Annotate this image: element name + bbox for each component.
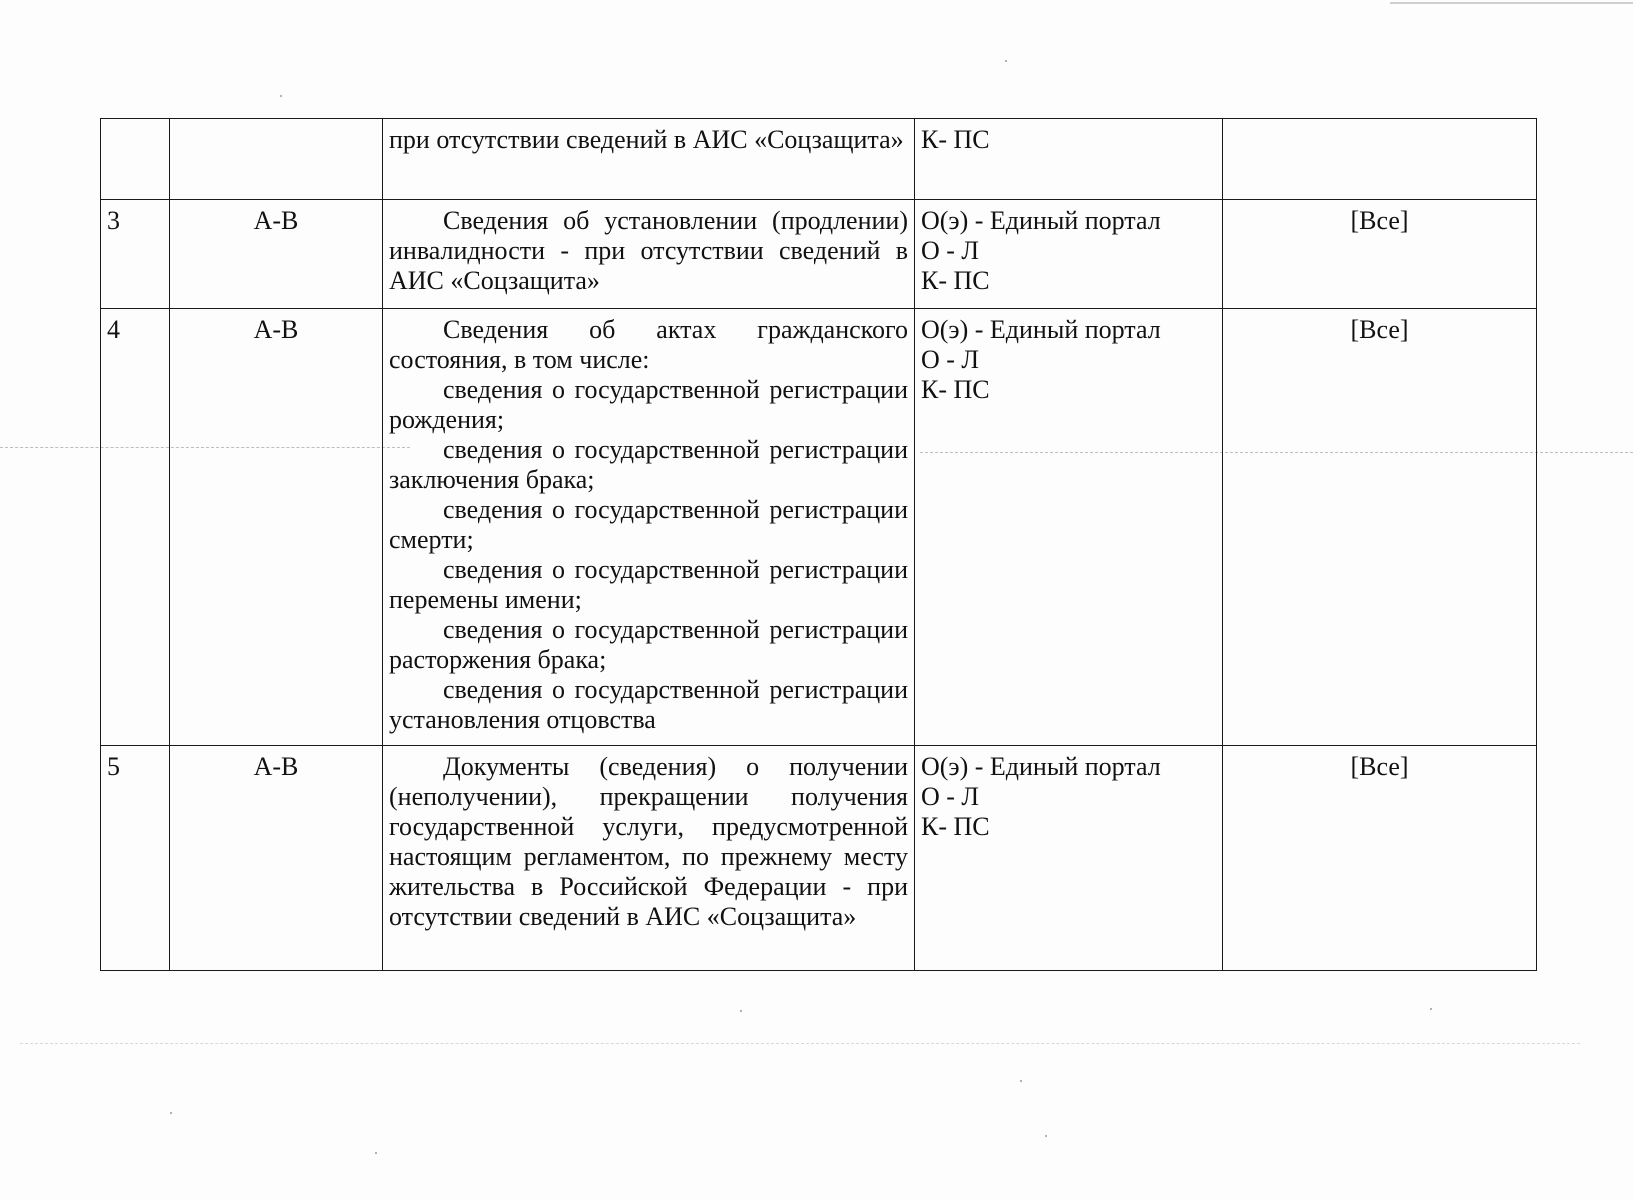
description-sub-item: сведения о государственной регистрации заключения брака; <box>389 435 908 494</box>
description-paragraph: Сведения об установлении (продлении) инвалидности - при отсутствии сведений в АИС «Соцзащита» <box>389 206 908 295</box>
source-line: О - Л <box>921 236 980 265</box>
scan-artifact-dot <box>1020 1080 1022 1082</box>
row-scope-cell: [Все] <box>1223 746 1537 971</box>
scan-artifact-line <box>20 1043 1580 1044</box>
scan-artifact-dot <box>280 95 282 97</box>
row-description-cell <box>383 309 915 746</box>
row-sources-cell <box>915 746 1223 971</box>
description-sub-item: сведения о государственной регистрации расторжения брака; <box>389 615 908 674</box>
source-line: О(э) - Единый портал <box>921 752 1161 781</box>
row-number-cell <box>101 119 170 200</box>
row-description-cell <box>383 746 915 971</box>
source-line: О - Л <box>921 345 980 374</box>
scan-artifact-dot <box>375 1152 377 1154</box>
source-line: О(э) - Единый портал <box>921 206 1161 235</box>
table-row <box>101 746 1537 971</box>
source-line: К- ПС <box>921 812 990 841</box>
row-number-cell: 4 <box>101 309 170 746</box>
table-row <box>101 119 1537 200</box>
table-row <box>101 200 1537 309</box>
description-paragraph: Документы (сведения) о получении (неполучении), прекращении получения государственной услуги, предусмотренной настоящим регламентом, по прежнему месту жительства в Российской Федерации - при отсутствии сведений в АИС «Соцзащита» <box>389 752 908 931</box>
source-line: К- ПС <box>921 375 990 404</box>
description-paragraph: Сведения об актах гражданского состояния, в том числе: <box>389 315 908 374</box>
description-paragraph: при отсутствии сведений в АИС «Соцзащита» <box>389 125 904 154</box>
services-table <box>100 118 1537 971</box>
row-code-cell <box>170 119 383 200</box>
row-sources-cell <box>915 309 1223 746</box>
row-scope-cell: [Все] <box>1223 309 1537 746</box>
row-code-cell: А-В <box>170 309 383 746</box>
row-code-cell: А-В <box>170 746 383 971</box>
row-scope-cell: [Все] <box>1223 200 1537 309</box>
source-line: О - Л <box>921 782 980 811</box>
row-code-cell: А-В <box>170 200 383 309</box>
row-description-cell <box>383 119 915 200</box>
row-scope-cell <box>1223 119 1537 200</box>
row-sources-cell <box>915 119 1223 200</box>
row-description-cell <box>383 200 915 309</box>
source-line: К- ПС <box>921 266 990 295</box>
scan-artifact-dot <box>1430 1008 1432 1010</box>
description-sub-item: сведения о государственной регистрации смерти; <box>389 495 908 554</box>
scan-artifact-dot <box>1045 1135 1047 1137</box>
source-line: О(э) - Единый портал <box>921 315 1161 344</box>
scan-artifact-dot <box>1005 60 1007 62</box>
table-row <box>101 309 1537 746</box>
row-number-cell: 5 <box>101 746 170 971</box>
description-sub-item: сведения о государственной регистрации перемены имени; <box>389 555 908 614</box>
description-sub-item: сведения о государственной регистрации установления отцовства <box>389 675 908 734</box>
scan-artifact-dot <box>170 1112 172 1114</box>
description-sub-item: сведения о государственной регистрации рождения; <box>389 375 908 434</box>
row-number-cell: 3 <box>101 200 170 309</box>
source-line: К- ПС <box>921 125 990 154</box>
scan-artifact-line <box>1390 2 1633 4</box>
row-sources-cell <box>915 200 1223 309</box>
scan-artifact-dot <box>740 1010 742 1012</box>
